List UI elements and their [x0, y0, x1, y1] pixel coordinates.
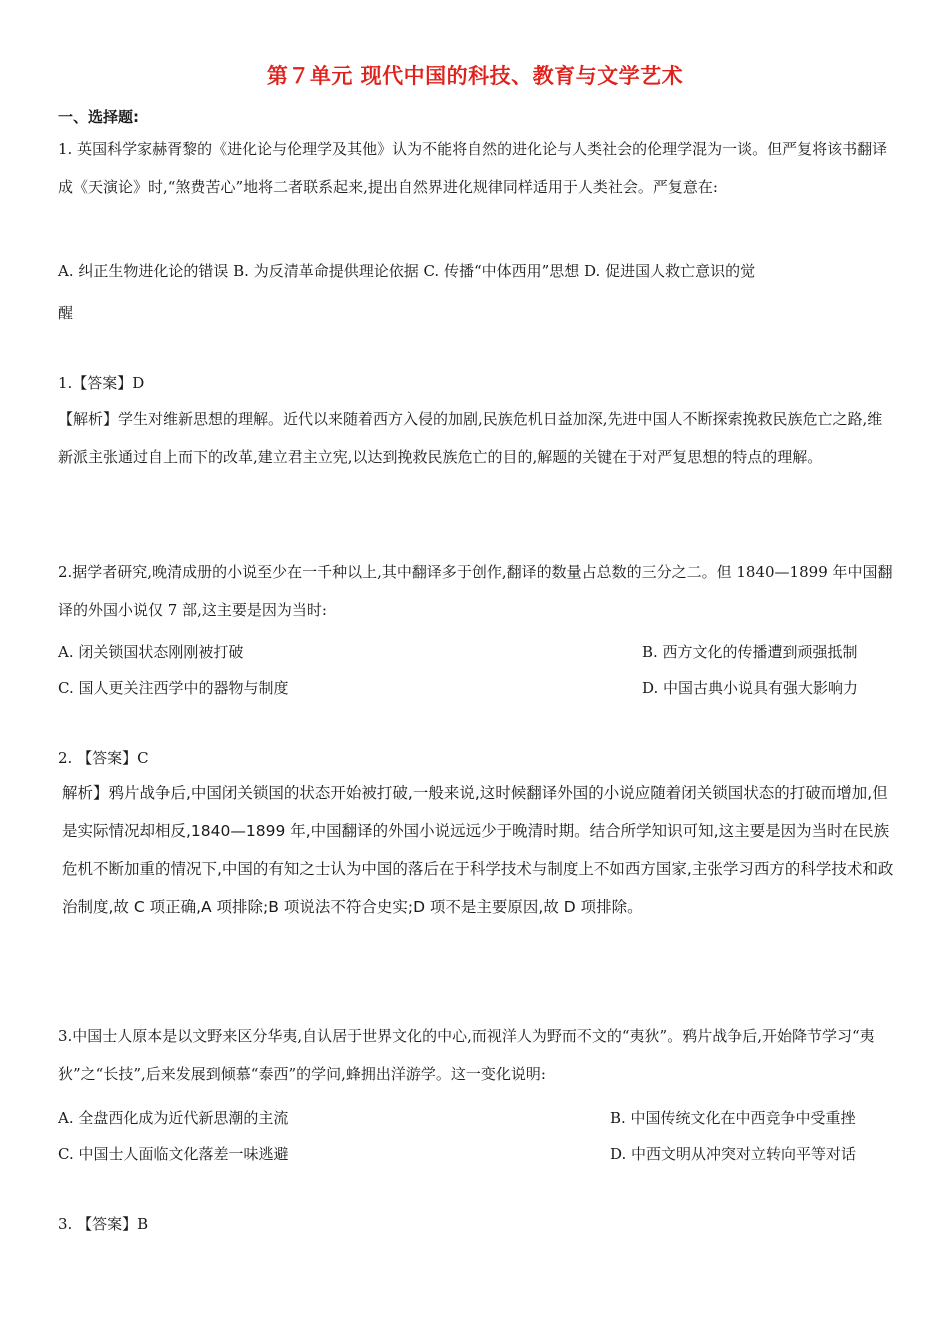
question-3-option-b: B. 中国传统文化在中西竞争中受重挫: [610, 1109, 856, 1127]
question-3-stem: 3.中国士人原本是以文野来区分华夷,自认居于世界文化的中心,而视洋人为野而不文的“夷狄”。鸦片战争后,开始降节学习“夷狄”之“长技”,后来发展到倾慕“泰西”的学问,蜂拥出洋游学。这一变化说明:: [58, 1027, 875, 1083]
question-3-option-d: D. 中西文明从冲突对立转向平等对话: [610, 1145, 857, 1163]
question-3-option-a: A. 全盘西化成为近代新思潮的主流: [58, 1109, 289, 1127]
question-1-stem: 1. 英国科学家赫胥黎的《进化论与伦理学及其他》认为不能将自然的进化论与人类社会的伦理学混为一谈。但严复将该书翻译成《天演论》时,“煞费苦心”地将二者联系起来,提出自然界进化规律同样适用于人类社会。严复意在:: [58, 140, 888, 196]
section-heading: 一、选择题:: [58, 108, 139, 126]
question-2-option-c: C. 国人更关注西学中的器物与制度: [58, 679, 289, 697]
page-title: 第７单元 现代中国的科技、教育与文学艺术: [266, 64, 684, 88]
question-2-option-b: B. 西方文化的传播遭到顽强抵制: [642, 643, 858, 661]
question-3-answer: 3. 【答案】B: [58, 1215, 149, 1233]
question-1-answer: 1.【答案】D: [58, 374, 145, 392]
question-2-stem: 2.据学者研究,晚清成册的小说至少在一千种以上,其中翻译多于创作,翻译的数量占总数的三分之二。但 1840—1899 年中国翻译的外国小说仅 7 部,这主要是因为当时:: [58, 563, 893, 619]
question-1-options: A. 纠正生物进化论的错误 B. 为反清革命提供理论依据 C. 传播“中体西用”思想 D. 促进国人救亡意识的觉: [58, 262, 756, 280]
question-2-option-a: A. 闭关锁国状态刚刚被打破: [58, 643, 244, 661]
question-1-options-wrap: 醒: [58, 304, 74, 322]
question-2-analysis: 解析】鸦片战争后,中国闭关锁国的状态开始被打破,一般来说,这时候翻译外国的小说应随着闭关锁国状态的打破而增加,但是实际情况却相反,1840—1899 年,中国翻译的外国小说远远少于晚清时期。结合所学知识可知,这主要是因为当时在民族危机不断加重的情况下,中国的有知之士认为中国的落后在于科学技术与制度上不如西方国家,主张学习西方的科学技术和政治制度,故 C 项正确,A 项排除;B 项说法不符合史实;D 项不是主要原因,故 D 项排除。: [62, 784, 894, 916]
question-3-option-c: C. 中国士人面临文化落差一味逃避: [58, 1145, 289, 1163]
question-2-answer: 2. 【答案】C: [58, 749, 149, 767]
question-1-analysis: 【解析】学生对维新思想的理解。近代以来随着西方入侵的加剧,民族危机日益加深,先进中国人不断探索挽救民族危亡之路,维新派主张通过自上而下的改革,建立君主立宪,以达到挽救民族危亡的目的,解题的关键在于对严复思想的特点的理解。: [58, 410, 883, 466]
question-2-option-d: D. 中国古典小说具有强大影响力: [642, 679, 859, 697]
